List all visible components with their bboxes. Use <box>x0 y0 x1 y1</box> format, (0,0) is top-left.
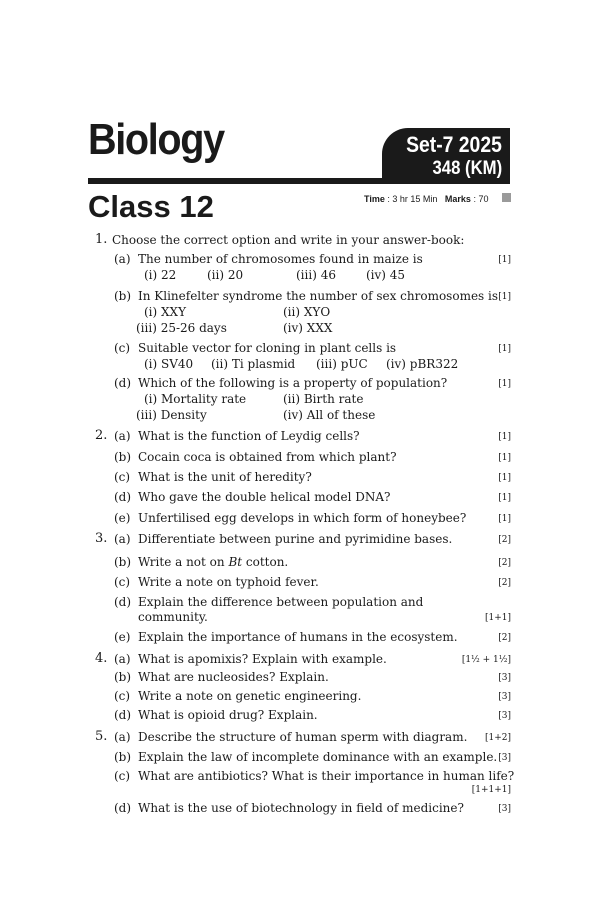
option: (ii) Ti plasmid <box>211 357 296 371</box>
subpart-label: (d) <box>114 490 132 504</box>
question-number: 1. <box>95 232 108 247</box>
subpart-label: (d) <box>114 595 132 609</box>
subpart-text: What is the use of biotechnology in field of medicine? <box>138 801 464 815</box>
time-label: Time <box>364 194 385 204</box>
marks: [1] <box>498 255 511 265</box>
marks: [3] <box>498 673 511 683</box>
corner-marker <box>502 193 511 202</box>
option: (iv) 45 <box>366 268 406 282</box>
subpart-text: Cocain coca is obtained from which plant? <box>138 450 397 464</box>
subpart-label: (c) <box>114 341 131 355</box>
marks: [3] <box>498 804 511 814</box>
marks: [2] <box>498 535 511 545</box>
set-label: Set-7 2025 <box>406 132 502 157</box>
subject-title: Biology <box>88 115 224 164</box>
marks: [1] <box>498 379 511 389</box>
subpart-text: Write a note on genetic engineering. <box>138 689 362 703</box>
subpart-text-end: cotton. <box>242 555 289 569</box>
subpart-label: (b) <box>114 555 132 569</box>
subpart-text: Write a note on typhoid fever. <box>138 575 319 589</box>
marks: [1½ + 1½] <box>461 655 511 665</box>
subpart-label: (b) <box>114 750 132 764</box>
marks: [1] <box>498 344 511 354</box>
subpart-text: Who gave the double helical model DNA? <box>138 490 391 504</box>
subpart-label: (d) <box>114 376 132 390</box>
subpart-text: What are nucleosides? Explain. <box>138 670 329 684</box>
subpart-text: The number of chromosomes found in maize is <box>138 252 423 266</box>
subpart-text: Explain the importance of humans in the ecosystem. <box>138 630 458 644</box>
option: (iii) pUC <box>316 357 368 371</box>
subpart-label: (b) <box>114 289 132 303</box>
marks-label: Marks <box>444 194 471 204</box>
class-title: Class 12 <box>88 189 214 224</box>
question-number: 2. <box>95 428 108 443</box>
option: (iv) XXX <box>283 321 333 335</box>
option: (iv) All of these <box>283 408 376 422</box>
set-badge <box>382 128 510 184</box>
option: (iii) 25-26 days <box>136 321 227 335</box>
subpart-text: In Klinefelter syndrome the number of sex chromosomes is <box>138 289 499 303</box>
subpart-label: (b) <box>114 670 132 684</box>
subpart-text <box>138 555 288 569</box>
question-number: 5. <box>95 729 108 744</box>
option: (i) SV40 <box>144 357 194 371</box>
option: (i) Mortality rate <box>144 392 247 406</box>
subpart-text: What are antibiotics? What is their importance in human life? <box>138 769 515 783</box>
marks: [1+2] <box>484 733 511 743</box>
subpart-label: (a) <box>114 730 131 744</box>
subpart-text: Explain the difference between population and <box>138 595 424 609</box>
marks: [3] <box>498 692 511 702</box>
subpart-text: Suitable vector for cloning in plant cells is <box>138 341 397 355</box>
option: (iv) pBR322 <box>386 357 459 371</box>
option: (ii) XYO <box>283 305 331 319</box>
subpart-label: (c) <box>114 689 131 703</box>
subpart-label: (a) <box>114 429 131 443</box>
option: (iii) 46 <box>296 268 336 282</box>
subpart-label: (d) <box>114 801 132 815</box>
subpart-text-continued: community. <box>138 610 208 624</box>
subpart-label: (e) <box>114 511 131 525</box>
marks: [1+1] <box>484 613 511 623</box>
marks-value: : 70 <box>473 194 489 204</box>
subpart-text-start: Write a not on <box>138 555 229 569</box>
marks: [2] <box>498 558 511 568</box>
subpart-label: (a) <box>114 652 131 666</box>
marks: [1] <box>498 514 511 524</box>
time-value: : 3 hr 15 Min <box>387 194 438 204</box>
marks: [1] <box>498 493 511 503</box>
subpart-label: (a) <box>114 532 131 546</box>
option: (i) 22 <box>144 268 177 282</box>
subpart-text-italic: Bt <box>228 555 243 569</box>
subpart-text: Describe the structure of human sperm with diagram. <box>138 730 468 744</box>
option: (ii) Birth rate <box>283 392 364 406</box>
subpart-label: (b) <box>114 450 132 464</box>
subpart-label: (e) <box>114 630 131 644</box>
subpart-label: (c) <box>114 769 131 783</box>
header-rule <box>88 178 384 184</box>
marks: [1+1+1] <box>471 785 511 795</box>
marks: [2] <box>498 578 511 588</box>
subpart-text: What is the function of Leydig cells? <box>138 429 360 443</box>
subpart-label: (a) <box>114 252 131 266</box>
marks: [1] <box>498 473 511 483</box>
subpart-text: What is opioid drug? Explain. <box>138 708 318 722</box>
question-number: 4. <box>95 651 108 666</box>
subpart-text: What is the unit of heredity? <box>138 470 312 484</box>
marks: [3] <box>498 711 511 721</box>
exam-meta <box>364 193 488 205</box>
marks: [1] <box>498 292 511 302</box>
marks: [3] <box>498 753 511 763</box>
marks: [2] <box>498 633 511 643</box>
subpart-text: Explain the law of incomplete dominance with an example. <box>138 750 498 764</box>
option: (ii) 20 <box>207 268 244 282</box>
subpart-label: (c) <box>114 575 131 589</box>
paper-code: 348 (KM) <box>432 158 502 179</box>
marks: [1] <box>498 453 511 463</box>
question-number: 3. <box>95 531 108 546</box>
subpart-text: Differentiate between purine and pyrimidine bases. <box>138 532 453 546</box>
question-text: Choose the correct option and write in your answer-book: <box>112 233 465 247</box>
subpart-label: (c) <box>114 470 131 484</box>
option: (iii) Density <box>136 408 207 422</box>
subpart-text: What is apomixis? Explain with example. <box>138 652 387 666</box>
subpart-text: Unfertilised egg develops in which form of honeybee? <box>138 511 467 525</box>
subpart-text: Which of the following is a property of population? <box>138 376 448 390</box>
subpart-label: (d) <box>114 708 132 722</box>
marks: [1] <box>498 432 511 442</box>
option: (i) XXY <box>144 305 187 319</box>
